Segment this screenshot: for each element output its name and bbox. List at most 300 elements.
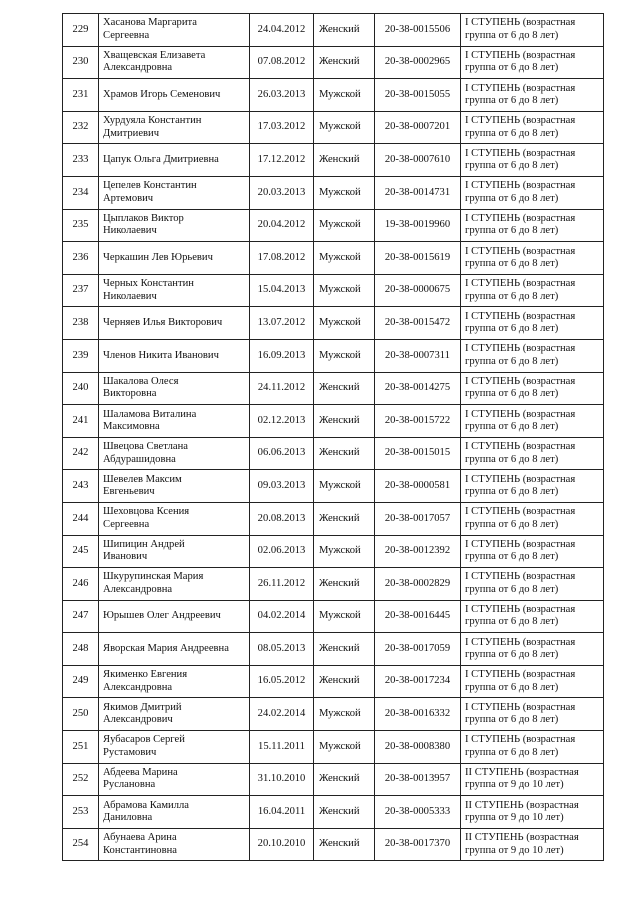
birth-date [250, 372, 314, 405]
full-name [99, 405, 250, 438]
cell-stage2: группа от 6 до 8 лет) [465, 583, 559, 595]
cell-code: 20-38-0017059 [384, 642, 451, 654]
cell-stage2: группа от 6 до 8 лет) [465, 257, 559, 269]
row-number [63, 144, 99, 177]
gender [314, 111, 375, 144]
row-number [63, 242, 99, 275]
table-row [63, 79, 604, 112]
birth-date [250, 307, 314, 340]
cell-name1: Швецова Светлана [103, 441, 188, 453]
cell-num: 237 [72, 284, 89, 296]
table-row [63, 763, 604, 796]
cell-code: 20-38-0005333 [384, 805, 451, 817]
cell-stage2: группа от 6 до 8 лет) [465, 420, 559, 432]
cell-sex: Женский [319, 414, 360, 426]
cell-num: 238 [72, 316, 89, 328]
cell-sex: Мужской [319, 284, 361, 296]
cell-name1: Юрышев Олег Андреевич [103, 610, 221, 622]
full-name [99, 600, 250, 633]
table-row [63, 372, 604, 405]
cell-stage1: I СТУПЕНЬ (возрастная [465, 636, 576, 648]
cell-name2: Даниловна [103, 812, 153, 824]
cell-sex: Мужской [319, 219, 361, 231]
cell-num: 252 [72, 773, 89, 785]
cell-stage1: I СТУПЕНЬ (возрастная [465, 278, 576, 290]
full-name [99, 111, 250, 144]
stage-group [461, 111, 604, 144]
cell-stage1: I СТУПЕНЬ (возрастная [465, 604, 576, 616]
cell-stage1: I СТУПЕНЬ (возрастная [465, 441, 576, 453]
gender [314, 144, 375, 177]
uin-code [375, 470, 461, 503]
full-name [99, 307, 250, 340]
uin-code [375, 535, 461, 568]
gender [314, 600, 375, 633]
gender [314, 665, 375, 698]
cell-stage2: группа от 6 до 8 лет) [465, 486, 559, 498]
cell-name2: Константиновна [103, 844, 177, 856]
gender [314, 796, 375, 829]
cell-name2: Александрович [103, 714, 173, 726]
cell-name1: Яубасаров Сергей [103, 734, 185, 746]
cell-name1: Абрамова Камилла [103, 799, 189, 811]
gender [314, 568, 375, 601]
full-name [99, 176, 250, 209]
cell-sex: Женский [319, 838, 360, 850]
cell-num: 229 [72, 23, 89, 35]
cell-sex: Мужской [319, 740, 361, 752]
cell-stage1: I СТУПЕНЬ (возрастная [465, 669, 576, 681]
table-row [63, 568, 604, 601]
cell-sex: Мужской [319, 186, 361, 198]
cell-name1: Черкашин Лев Юрьевич [103, 251, 213, 263]
gender [314, 763, 375, 796]
birth-date [250, 796, 314, 829]
stage-group [461, 14, 604, 47]
cell-name2: Артемович [103, 192, 154, 204]
cell-num: 242 [72, 447, 89, 459]
cell-sex: Женский [319, 23, 360, 35]
table-row [63, 274, 604, 307]
cell-name1: Цапук Ольга Дмитриевна [103, 153, 219, 165]
cell-num: 240 [72, 382, 89, 394]
uin-code [375, 698, 461, 731]
cell-stage1: I СТУПЕНЬ (возрастная [465, 473, 576, 485]
cell-date: 04.02.2014 [257, 610, 306, 622]
cell-stage2: группа от 6 до 8 лет) [465, 160, 559, 172]
uin-code [375, 600, 461, 633]
table-row [63, 600, 604, 633]
cell-sex: Женский [319, 642, 360, 654]
birth-date [250, 144, 314, 177]
cell-sex: Мужской [319, 121, 361, 133]
cell-stage1: I СТУПЕНЬ (возрастная [465, 49, 576, 61]
cell-code: 20-38-0007610 [384, 153, 451, 165]
cell-code: 20-38-0016332 [384, 708, 451, 720]
cell-sex: Мужской [319, 251, 361, 263]
cell-date: 26.11.2012 [257, 577, 306, 589]
cell-stage1: I СТУПЕНЬ (возрастная [465, 310, 576, 322]
gender [314, 339, 375, 372]
stage-group [461, 502, 604, 535]
cell-name2: Руслановна [103, 779, 156, 791]
cell-name2: Иванович [103, 551, 148, 563]
cell-sex: Мужской [319, 479, 361, 491]
full-name [99, 470, 250, 503]
cell-sex: Мужской [319, 545, 361, 557]
cell-stage1: II СТУПЕНЬ (возрастная [465, 767, 579, 779]
uin-code [375, 372, 461, 405]
cell-code: 20-38-0007201 [384, 121, 451, 133]
cell-name1: Шакалова Олеся [103, 375, 179, 387]
cell-code: 20-38-0017370 [384, 838, 451, 850]
cell-name1: Шипицин Андрей [103, 538, 185, 550]
cell-stage1: I СТУПЕНЬ (возрастная [465, 375, 576, 387]
cell-stage2: группа от 6 до 8 лет) [465, 225, 559, 237]
cell-sex: Женский [319, 153, 360, 165]
cell-sex: Мужской [319, 610, 361, 622]
cell-stage1: I СТУПЕНЬ (возрастная [465, 408, 576, 420]
cell-name1: Шевелев Максим [103, 473, 182, 485]
stage-group [461, 209, 604, 242]
cell-name1: Абдеева Марина [103, 767, 178, 779]
cell-name2: Сергеевна [103, 29, 150, 41]
cell-num: 248 [72, 642, 89, 654]
uin-code [375, 828, 461, 861]
full-name [99, 568, 250, 601]
cell-sex: Женский [319, 382, 360, 394]
cell-num: 250 [72, 708, 89, 720]
gender [314, 535, 375, 568]
table-body [63, 14, 604, 861]
stage-group [461, 79, 604, 112]
cell-date: 26.03.2013 [257, 88, 306, 100]
cell-date: 17.08.2012 [257, 251, 306, 263]
gender [314, 502, 375, 535]
stage-group [461, 600, 604, 633]
cell-name2: Александровна [103, 681, 173, 693]
table-row [63, 665, 604, 698]
cell-stage1: I СТУПЕНЬ (возрастная [465, 343, 576, 355]
stage-group [461, 339, 604, 372]
table-row [63, 339, 604, 372]
full-name [99, 14, 250, 47]
cell-num: 235 [72, 219, 89, 231]
cell-name2: Евгеньевич [103, 486, 155, 498]
uin-code [375, 14, 461, 47]
row-number [63, 274, 99, 307]
cell-stage2: группа от 6 до 8 лет) [465, 355, 559, 367]
cell-sex: Женский [319, 805, 360, 817]
birth-date [250, 46, 314, 79]
cell-stage1: I СТУПЕНЬ (возрастная [465, 115, 576, 127]
cell-date: 16.05.2012 [257, 675, 306, 687]
cell-name1: Якимов Дмитрий [103, 701, 182, 713]
uin-code [375, 144, 461, 177]
row-number [63, 372, 99, 405]
stage-group [461, 242, 604, 275]
cell-stage2: группа от 6 до 8 лет) [465, 649, 559, 661]
stage-group [461, 828, 604, 861]
cell-stage1: II СТУПЕНЬ (возрастная [465, 832, 579, 844]
birth-date [250, 568, 314, 601]
stage-group [461, 274, 604, 307]
cell-date: 07.08.2012 [257, 56, 306, 68]
cell-stage1: I СТУПЕНЬ (возрастная [465, 147, 576, 159]
full-name [99, 763, 250, 796]
stage-group [461, 633, 604, 666]
uin-code [375, 274, 461, 307]
cell-name2: Рустамович [103, 746, 157, 758]
participants-table [62, 13, 604, 861]
full-name [99, 437, 250, 470]
table-row [63, 828, 604, 861]
stage-group [461, 731, 604, 764]
uin-code [375, 633, 461, 666]
full-name [99, 209, 250, 242]
full-name [99, 698, 250, 731]
birth-date [250, 828, 314, 861]
cell-code: 20-38-0015472 [384, 316, 451, 328]
cell-name2: Дмитриевич [103, 127, 160, 139]
full-name [99, 339, 250, 372]
stage-group [461, 470, 604, 503]
uin-code [375, 796, 461, 829]
row-number [63, 46, 99, 79]
cell-code: 20-38-0007311 [385, 349, 450, 361]
cell-name2: Сергеевна [103, 518, 150, 530]
cell-num: 230 [72, 56, 89, 68]
birth-date [250, 176, 314, 209]
cell-date: 13.07.2012 [257, 316, 306, 328]
cell-code: 20-38-0013957 [384, 773, 451, 785]
cell-num: 251 [72, 740, 89, 752]
row-number [63, 14, 99, 47]
full-name [99, 79, 250, 112]
uin-code [375, 731, 461, 764]
cell-name1: Якименко Евгения [103, 669, 188, 681]
cell-name1: Шкурупинская Мария [103, 571, 204, 583]
cell-sex: Женский [319, 773, 360, 785]
row-number [63, 796, 99, 829]
uin-code [375, 339, 461, 372]
cell-code: 19-38-0019960 [384, 219, 451, 231]
uin-code [375, 405, 461, 438]
cell-sex: Мужской [319, 708, 361, 720]
gender [314, 731, 375, 764]
cell-date: 24.02.2014 [257, 708, 306, 720]
table-row [63, 437, 604, 470]
uin-code [375, 46, 461, 79]
birth-date [250, 470, 314, 503]
stage-group [461, 372, 604, 405]
stage-group [461, 535, 604, 568]
cell-name1: Хурдуяла Константин [103, 115, 202, 127]
cell-code: 20-38-0000675 [384, 284, 451, 296]
stage-group [461, 665, 604, 698]
uin-code [375, 242, 461, 275]
uin-code [375, 665, 461, 698]
table-row [63, 307, 604, 340]
cell-name2: Викторовна [103, 388, 157, 400]
cell-name1: Членов Никита Иванович [103, 349, 219, 361]
row-number [63, 79, 99, 112]
cell-num: 254 [72, 838, 89, 850]
gender [314, 633, 375, 666]
birth-date [250, 405, 314, 438]
cell-name2: Абдурашидовна [103, 453, 176, 465]
cell-name1: Храмов Игорь Семенович [103, 88, 221, 100]
cell-stage1: I СТУПЕНЬ (возрастная [465, 538, 576, 550]
stage-group [461, 144, 604, 177]
row-number [63, 307, 99, 340]
row-number [63, 568, 99, 601]
cell-code: 20-38-0015506 [384, 23, 451, 35]
row-number [63, 763, 99, 796]
cell-code: 20-38-0015015 [384, 447, 451, 459]
cell-stage1: I СТУПЕНЬ (возрастная [465, 17, 576, 29]
stage-group [461, 176, 604, 209]
table-row [63, 502, 604, 535]
cell-code: 20-38-0002965 [384, 56, 451, 68]
cell-stage2: группа от 6 до 8 лет) [465, 388, 559, 400]
cell-code: 20-38-0000581 [384, 479, 451, 491]
stage-group [461, 405, 604, 438]
birth-date [250, 339, 314, 372]
cell-num: 231 [72, 88, 89, 100]
table-row [63, 209, 604, 242]
uin-code [375, 79, 461, 112]
row-number [63, 405, 99, 438]
cell-sex: Женский [319, 56, 360, 68]
cell-date: 20.03.2013 [257, 186, 306, 198]
birth-date [250, 79, 314, 112]
cell-num: 241 [72, 414, 89, 426]
cell-date: 02.06.2013 [257, 545, 306, 557]
cell-num: 236 [72, 251, 89, 263]
row-number [63, 209, 99, 242]
cell-stage1: II СТУПЕНЬ (возрастная [465, 799, 579, 811]
cell-stage2: группа от 6 до 8 лет) [465, 62, 559, 74]
gender [314, 46, 375, 79]
full-name [99, 731, 250, 764]
table-row [63, 470, 604, 503]
cell-stage2: группа от 6 до 8 лет) [465, 453, 559, 465]
cell-num: 247 [72, 610, 89, 622]
gender [314, 307, 375, 340]
cell-num: 244 [72, 512, 89, 524]
cell-name1: Черных Константин [103, 278, 194, 290]
cell-sex: Мужской [319, 88, 361, 100]
cell-stage2: группа от 6 до 8 лет) [465, 551, 559, 563]
table-row [63, 731, 604, 764]
cell-name1: Яворская Мария Андреевна [103, 642, 229, 654]
cell-date: 15.04.2013 [257, 284, 306, 296]
cell-code: 20-38-0016445 [384, 610, 451, 622]
row-number [63, 828, 99, 861]
table-row [63, 111, 604, 144]
full-name [99, 535, 250, 568]
cell-name2: Николаевич [103, 225, 157, 237]
cell-stage1: I СТУПЕНЬ (возрастная [465, 734, 576, 746]
cell-name1: Цыплаков Виктор [103, 212, 184, 224]
row-number [63, 600, 99, 633]
cell-sex: Женский [319, 675, 360, 687]
table-row [63, 698, 604, 731]
cell-code: 20-38-0012392 [384, 545, 451, 557]
cell-date: 06.06.2013 [257, 447, 306, 459]
uin-code [375, 502, 461, 535]
document-page [62, 13, 604, 861]
cell-stage1: I СТУПЕНЬ (возрастная [465, 212, 576, 224]
gender [314, 176, 375, 209]
cell-sex: Женский [319, 577, 360, 589]
row-number [63, 633, 99, 666]
table-row [63, 242, 604, 275]
cell-date: 20.08.2013 [257, 512, 306, 524]
birth-date [250, 665, 314, 698]
row-number [63, 339, 99, 372]
birth-date [250, 111, 314, 144]
birth-date [250, 14, 314, 47]
cell-stage1: I СТУПЕНЬ (возрастная [465, 82, 576, 94]
birth-date [250, 633, 314, 666]
cell-num: 233 [72, 153, 89, 165]
cell-stage2: группа от 6 до 8 лет) [465, 323, 559, 335]
uin-code [375, 763, 461, 796]
cell-code: 20-38-0002829 [384, 577, 451, 589]
cell-stage1: I СТУПЕНЬ (возрастная [465, 571, 576, 583]
cell-code: 20-38-0015055 [384, 88, 451, 100]
row-number [63, 502, 99, 535]
cell-name1: Цепелев Константин [103, 180, 197, 192]
full-name [99, 372, 250, 405]
cell-stage1: I СТУПЕНЬ (возрастная [465, 180, 576, 192]
stage-group [461, 46, 604, 79]
table-row [63, 535, 604, 568]
full-name [99, 665, 250, 698]
table-row [63, 144, 604, 177]
cell-name1: Шеховцова Ксения [103, 506, 190, 518]
cell-code: 20-38-0017234 [384, 675, 451, 687]
table-row [63, 796, 604, 829]
full-name [99, 633, 250, 666]
cell-stage2: группа от 9 до 10 лет) [465, 812, 564, 824]
stage-group [461, 568, 604, 601]
cell-sex: Женский [319, 512, 360, 524]
birth-date [250, 209, 314, 242]
cell-name2: Николаевич [103, 290, 157, 302]
cell-name1: Хасанова Маргарита [103, 17, 197, 29]
cell-stage2: группа от 6 до 8 лет) [465, 518, 559, 530]
row-number [63, 665, 99, 698]
cell-sex: Женский [319, 447, 360, 459]
cell-num: 239 [72, 349, 89, 361]
cell-date: 24.11.2012 [257, 382, 306, 394]
gender [314, 828, 375, 861]
cell-code: 20-38-0015619 [384, 251, 451, 263]
birth-date [250, 731, 314, 764]
gender [314, 470, 375, 503]
cell-code: 20-38-0014275 [384, 382, 451, 394]
cell-num: 249 [72, 675, 89, 687]
cell-name1: Черняев Илья Викторович [103, 316, 223, 328]
cell-stage2: группа от 6 до 8 лет) [465, 192, 559, 204]
cell-stage2: группа от 6 до 8 лет) [465, 714, 559, 726]
gender [314, 242, 375, 275]
cell-date: 31.10.2010 [257, 773, 306, 785]
cell-date: 09.03.2013 [257, 479, 306, 491]
